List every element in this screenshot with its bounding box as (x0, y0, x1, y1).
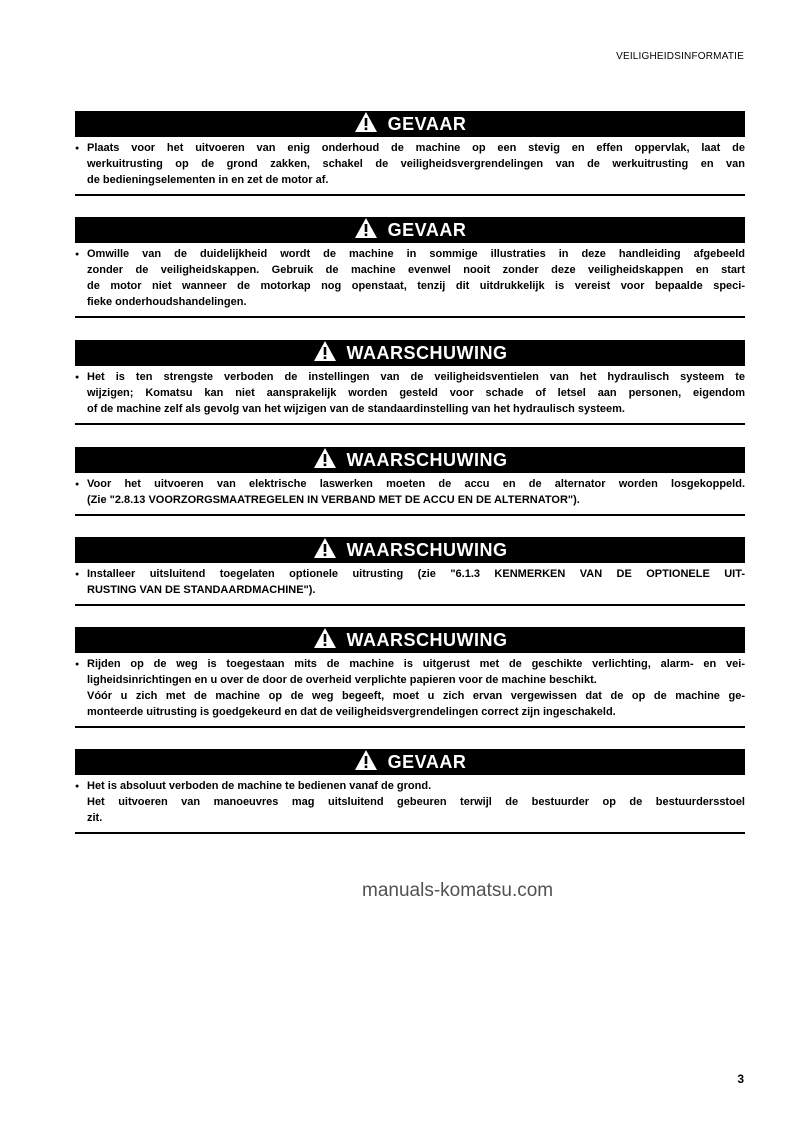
notice-text-line: Het uitvoeren van manoeuvres mag uitsluitend gebeuren terwijl de bestuurder op de bestuurdersstoel (87, 796, 745, 808)
notice-text-line: Installeer uitsluitend toegelaten optionele uitrusting (zie "6.1.3 KENMERKEN VAN DE OPTIONELE UIT- (87, 568, 745, 580)
notice-body (75, 476, 745, 508)
warning-triangle-icon (313, 537, 347, 564)
notice-text-line: monteerde uitrusting is goedgekeurd en dat de veiligheidsvergrendelingen correct zijn ingeschakeld. (87, 706, 616, 718)
danger-notice (75, 111, 745, 196)
notice-text-line: of de machine zelf als gevolg van het wijzigen van de standaardinstelling van het hydraulisch systeem. (87, 403, 625, 415)
notice-text-line: Plaats voor het uitvoeren van enig onderhoud de machine op een stevig en effen oppervlak, laat de (87, 142, 745, 154)
notice-text-line: Omwille van de duidelijkheid wordt de machine in sommige illustraties in deze handleiding afgebeeld (87, 248, 745, 260)
notice-text-line: ligheidsinrichtingen en u over de door de overheid verplichte papieren voor de machine beschikt. (87, 674, 597, 686)
notice-title: GEVAAR (387, 219, 467, 240)
notice-title: GEVAAR (387, 751, 467, 772)
notice-text-line: werkuitrusting op de grond zakken, schakel de veiligheidsvergrendelingen van de werkuitrusting en van (87, 158, 745, 170)
bullet-icon: ● (75, 661, 80, 668)
notice-body (75, 656, 745, 720)
bullet-icon: ● (75, 374, 80, 381)
notice-banner (75, 111, 745, 137)
notice-title: GEVAAR (387, 113, 467, 134)
notice-text-line: zit. (87, 812, 103, 824)
notice-title: WAARSCHUWING (346, 449, 508, 470)
warning-notice (75, 340, 745, 425)
warning-triangle-icon (313, 627, 347, 654)
running-header: VEILIGHEIDSINFORMATIE (616, 51, 744, 62)
notice-text-line: de motor niet wanneer de motorkap nog openstaat, tenzij dit uitdrukkelijk is vereist voor bepaalde speci- (87, 280, 745, 292)
warning-triangle-icon (313, 340, 347, 367)
warning-triangle-icon (354, 217, 388, 244)
notice-text-line: Voor het uitvoeren van elektrische laswerken moeten de accu en de alternator worden losgekoppeld. (87, 478, 745, 490)
notice-text-line: Het is ten strengste verboden de instellingen van de veiligheidsventielen van het hydraulisch systeem te (87, 371, 745, 383)
bullet-icon: ● (75, 481, 80, 488)
notice-banner (75, 627, 745, 653)
watermark: manuals-komatsu.com (362, 880, 554, 901)
warning-triangle-icon (313, 447, 347, 474)
notice-title: WAARSCHUWING (346, 342, 508, 363)
notice-text-line: (Zie "2.8.13 VOORZORGSMAATREGELEN IN VERBAND MET DE ACCU EN DE ALTERNATOR"). (87, 494, 580, 506)
warning-notice (75, 627, 745, 728)
notice-banner (75, 340, 745, 366)
notice-text-line: Vóór u zich met de machine op de weg begeeft, moet u zich ervan vergewissen dat de op de machine ge- (87, 690, 745, 702)
danger-notice (75, 749, 745, 834)
warning-notice (75, 537, 745, 606)
bullet-icon: ● (75, 783, 80, 790)
notice-body (75, 246, 745, 310)
warning-notice (75, 447, 745, 516)
notice-text-line: RUSTING VAN DE STANDAARDMACHINE"). (87, 584, 316, 596)
notice-body (75, 369, 745, 417)
notice-text-line: de bedieningselementen in en zet de motor af. (87, 174, 329, 186)
notice-title: WAARSCHUWING (346, 629, 508, 650)
danger-notice (75, 217, 745, 318)
notice-banner (75, 537, 745, 563)
warning-triangle-icon (354, 749, 388, 776)
bullet-icon: ● (75, 571, 80, 578)
page-number: 3 (737, 1072, 744, 1086)
notice-banner (75, 217, 745, 243)
notice-body (75, 566, 745, 598)
notice-text-line: wijzigen; Komatsu kan niet aansprakelijk worden gesteld voor schade of letsel aan personen, eigendom (87, 387, 745, 399)
notice-banner (75, 447, 745, 473)
bullet-icon: ● (75, 251, 80, 258)
notice-text-line: Het is absoluut verboden de machine te bedienen vanaf de grond. (87, 780, 432, 792)
bullet-icon: ● (75, 145, 80, 152)
notice-text-line: zonder de veiligheidskappen. Gebruik de machine evenwel nooit zonder deze veiligheidskappen en start (87, 264, 745, 276)
notice-banner (75, 749, 745, 775)
notice-body (75, 778, 745, 826)
notice-text-line: fieke onderhoudshandelingen. (87, 296, 247, 308)
notice-title: WAARSCHUWING (346, 539, 508, 560)
warning-triangle-icon (354, 111, 388, 138)
notice-text-line: Rijden op de weg is toegestaan mits de machine is uitgerust met de geschikte verlichting, alarm- en vei- (87, 658, 745, 670)
notice-body (75, 140, 745, 188)
